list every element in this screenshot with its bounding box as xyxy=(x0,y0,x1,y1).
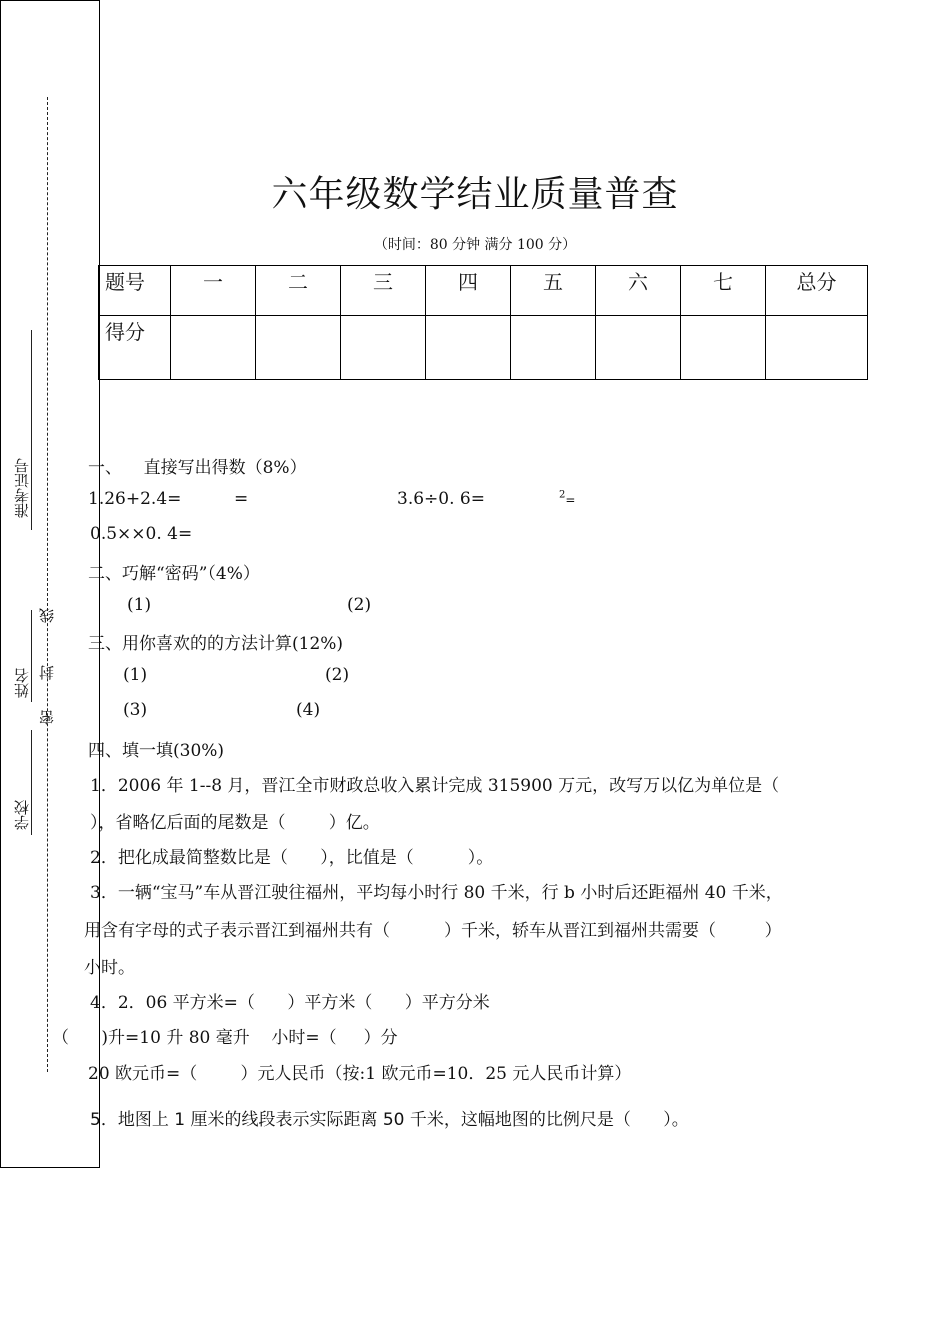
s1-problem-d-equals: = xyxy=(565,493,576,507)
header-cell: 一 xyxy=(171,266,256,316)
section1-heading: 一、 直接写出得数（8%） xyxy=(88,458,307,478)
score-cell[interactable] xyxy=(681,316,766,380)
question-number-row xyxy=(99,266,868,316)
exam-body xyxy=(52,440,950,1140)
q3-line2: 用含有字母的式子表示晋江到福州共有（ ）千米，轿车从晋江到福州共需要（ ） xyxy=(84,921,782,941)
section2-heading: 二、巧解“密码”（4%） xyxy=(88,564,260,584)
header-cell: 六 xyxy=(596,266,681,316)
q1-line2: ），省略亿后面的尾数是（ ）亿。 xyxy=(90,813,380,833)
s2-item-2: (2) xyxy=(347,595,372,615)
section4-heading: 四、填一填(30%) xyxy=(88,741,225,761)
score-row xyxy=(99,316,868,380)
q4-line1: 4．2．06 平方米=（ ）平方米（ ）平方分米 xyxy=(90,993,490,1013)
exam-number-label: 准考证号 xyxy=(13,458,31,518)
score-cell[interactable] xyxy=(766,316,868,380)
name-blank-line xyxy=(31,610,32,702)
s1-problem-d xyxy=(559,489,575,509)
q1-line1: 1．2006 年 1--8 月，晋江全市财政总收入累计完成 315900 万元，改写万以亿为单位是（ xyxy=(90,776,780,796)
header-cell: 七 xyxy=(681,266,766,316)
name-label: 姓名 xyxy=(13,668,31,698)
s1-problem-b: = xyxy=(234,489,249,509)
header-cell: 题号 xyxy=(99,266,171,316)
score-cell[interactable] xyxy=(171,316,256,380)
q4-line2: （ )升=10 升 80 毫升 小时=（ ）分 xyxy=(52,1028,398,1048)
page-title: 六年级数学结业质量普查 xyxy=(271,174,679,215)
s3-item-2: (2) xyxy=(325,665,350,685)
section3-heading: 三、用你喜欢的的方法计算(12%) xyxy=(88,634,344,654)
s3-item-4: (4) xyxy=(296,700,321,720)
s2-item-1: (1) xyxy=(127,595,152,615)
score-table xyxy=(98,265,868,380)
q5: 5．地图上 1 厘米的线段表示实际距离 50 千米，这幅地图的比例尺是（ ）。 xyxy=(90,1110,689,1130)
header-cell: 总分 xyxy=(766,266,868,316)
seal-char-mi: 密 xyxy=(38,710,56,725)
seal-char-xian: 线 xyxy=(38,608,56,623)
q3-line1: 3．一辆“宝马”车从晋江驶往福州，平均每小时行 80 千米，行 b 小时后还距福州 40 千米， xyxy=(90,883,783,903)
score-cell[interactable] xyxy=(596,316,681,380)
score-cell[interactable] xyxy=(256,316,341,380)
s1-problem-e: 0.5××0. 4= xyxy=(90,524,193,544)
header-cell: 二 xyxy=(256,266,341,316)
s1-problem-a: 1.26+2.4= xyxy=(88,489,182,509)
score-cell[interactable] xyxy=(426,316,511,380)
score-row-label: 得分 xyxy=(99,316,171,380)
seal-char-feng: 封 xyxy=(38,665,56,680)
score-cell[interactable] xyxy=(511,316,596,380)
school-label: 学校 xyxy=(13,800,31,830)
exam-number-blank-line xyxy=(31,330,32,530)
s3-item-1: (1) xyxy=(123,665,148,685)
score-cell[interactable] xyxy=(341,316,426,380)
header-cell: 四 xyxy=(426,266,511,316)
header-cell: 五 xyxy=(511,266,596,316)
header-cell: 三 xyxy=(341,266,426,316)
q2: 2．把化成最简整数比是（ ），比值是（ ）。 xyxy=(90,848,494,868)
exam-info: （时间：80 分钟 满分 100 分） xyxy=(373,237,577,253)
s3-item-3: (3) xyxy=(123,700,148,720)
q3-line3: 小时。 xyxy=(84,958,135,978)
s1-problem-c: 3.6÷0. 6= xyxy=(397,489,485,509)
school-blank-line xyxy=(31,730,32,835)
s1-problem-d-exponent: 2 xyxy=(559,489,566,501)
q4-line3: 20 欧元币=（ ）元人民币（按:1 欧元币=10．25 元人民币计算） xyxy=(88,1064,632,1084)
